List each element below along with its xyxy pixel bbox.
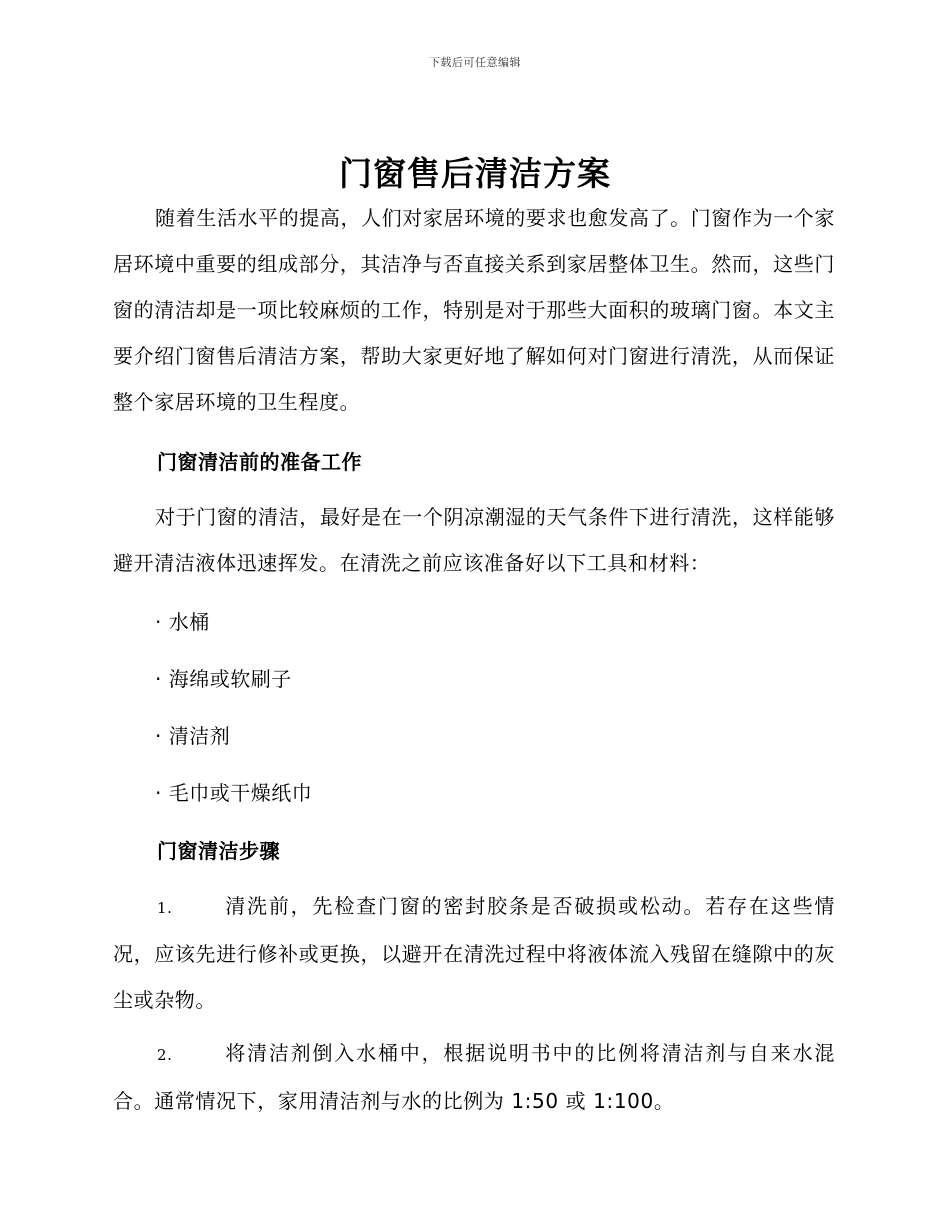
- step-text: 清洗前，先检查门窗的密封胶条是否破损或松动。若存在这些情况，应该先进行修补或更换，以避开在清洗过程中将液体流入残留在缝隙中的灰尘或杂物。: [113, 894, 835, 1012]
- step-item: [113, 883, 835, 1023]
- list-item: · 清洁剂: [155, 724, 231, 748]
- header-note: 下载后可任意编辑: [429, 56, 521, 69]
- preparation-paragraph: 对于门窗的清洁，最好是在一个阴凉潮湿的天气条件下进行清洗，这样能够避开清洁液体迅速挥发。在清洗之前应该准备好以下工具和材料：: [113, 505, 835, 575]
- document-title: 门窗售后清洁方案: [339, 154, 611, 193]
- step-number: 1.: [157, 899, 173, 917]
- list-item: · 毛巾或干燥纸巾: [155, 781, 313, 805]
- section-heading-preparation: 门窗清洁前的准备工作: [157, 450, 362, 474]
- step-number: 2.: [157, 1046, 173, 1064]
- step-text: 将清洁剂倒入水桶中，根据说明书中的比例将清洁剂与自来水混合。通常情况下，家用清洁剂与水的比例为 1:50 或 1:100。: [113, 1041, 835, 1113]
- intro-paragraph: 随着生活水平的提高，人们对家居环境的要求也愈发高了。门窗作为一个家居环境中重要的组成部分，其洁净与否直接关系到家居整体卫生。然而，这些门窗的清洁却是一项比较麻烦的工作，特别是对于那些大面积的玻璃门窗。本文主要介绍门窗售后清洁方案，帮助大家更好地了解如何对门窗进行清洗，从而保证整个家居环境的卫生程度。: [113, 206, 835, 414]
- list-item: · 海绵或软刷子: [155, 667, 292, 691]
- step-item: [113, 1030, 835, 1124]
- list-item: · 水桶: [155, 610, 210, 634]
- section-heading-steps: 门窗清洁步骤: [157, 839, 280, 863]
